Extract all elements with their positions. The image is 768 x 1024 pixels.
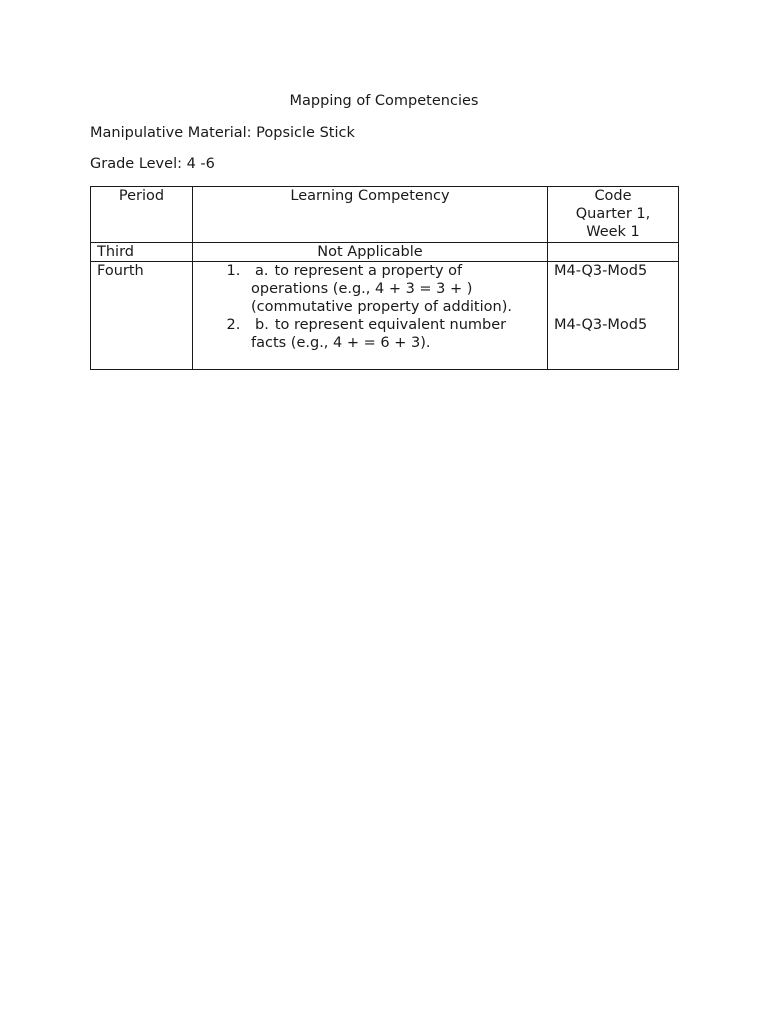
code-spacer	[554, 280, 672, 316]
competency-code: M4-Q3-Mod5	[554, 317, 648, 333]
table-header-row	[91, 187, 679, 243]
competency-item	[245, 262, 541, 316]
period-header: Period	[91, 187, 193, 243]
code-header	[548, 187, 679, 243]
code-header-week: Week 1	[586, 224, 640, 240]
table-row	[91, 262, 679, 370]
table-row	[91, 243, 679, 262]
manipulative-material-line: Manipulative Material: Popsicle Stick	[90, 125, 355, 141]
competency-item-text: to represent a property of operations (e.g., 4 + 3 = 3 + ) (commutative property of addition).	[251, 263, 512, 315]
grade-level-line: Grade Level: 4 -6	[90, 156, 215, 172]
competency-item-letter: a.	[255, 263, 269, 279]
competency-item	[245, 316, 541, 352]
document-title: Mapping of Competencies	[289, 93, 479, 109]
competency-table	[90, 186, 679, 370]
competency-cell	[193, 262, 548, 370]
code-cell	[548, 262, 679, 370]
period-cell: Third	[91, 243, 193, 262]
learning-competency-header: Learning Competency	[193, 187, 548, 243]
competency-list	[199, 262, 541, 352]
period-cell: Fourth	[91, 262, 193, 370]
code-cell	[548, 243, 679, 262]
competency-item-text: to represent equivalent number facts (e.g., 4 + = 6 + 3).	[251, 317, 507, 351]
competency-code: M4-Q3-Mod5	[554, 263, 648, 279]
competency-cell: Not Applicable	[193, 243, 548, 262]
code-header-quarter: Quarter 1,	[575, 206, 651, 222]
code-header-label: Code	[594, 188, 632, 204]
competency-item-letter: b.	[255, 317, 269, 333]
